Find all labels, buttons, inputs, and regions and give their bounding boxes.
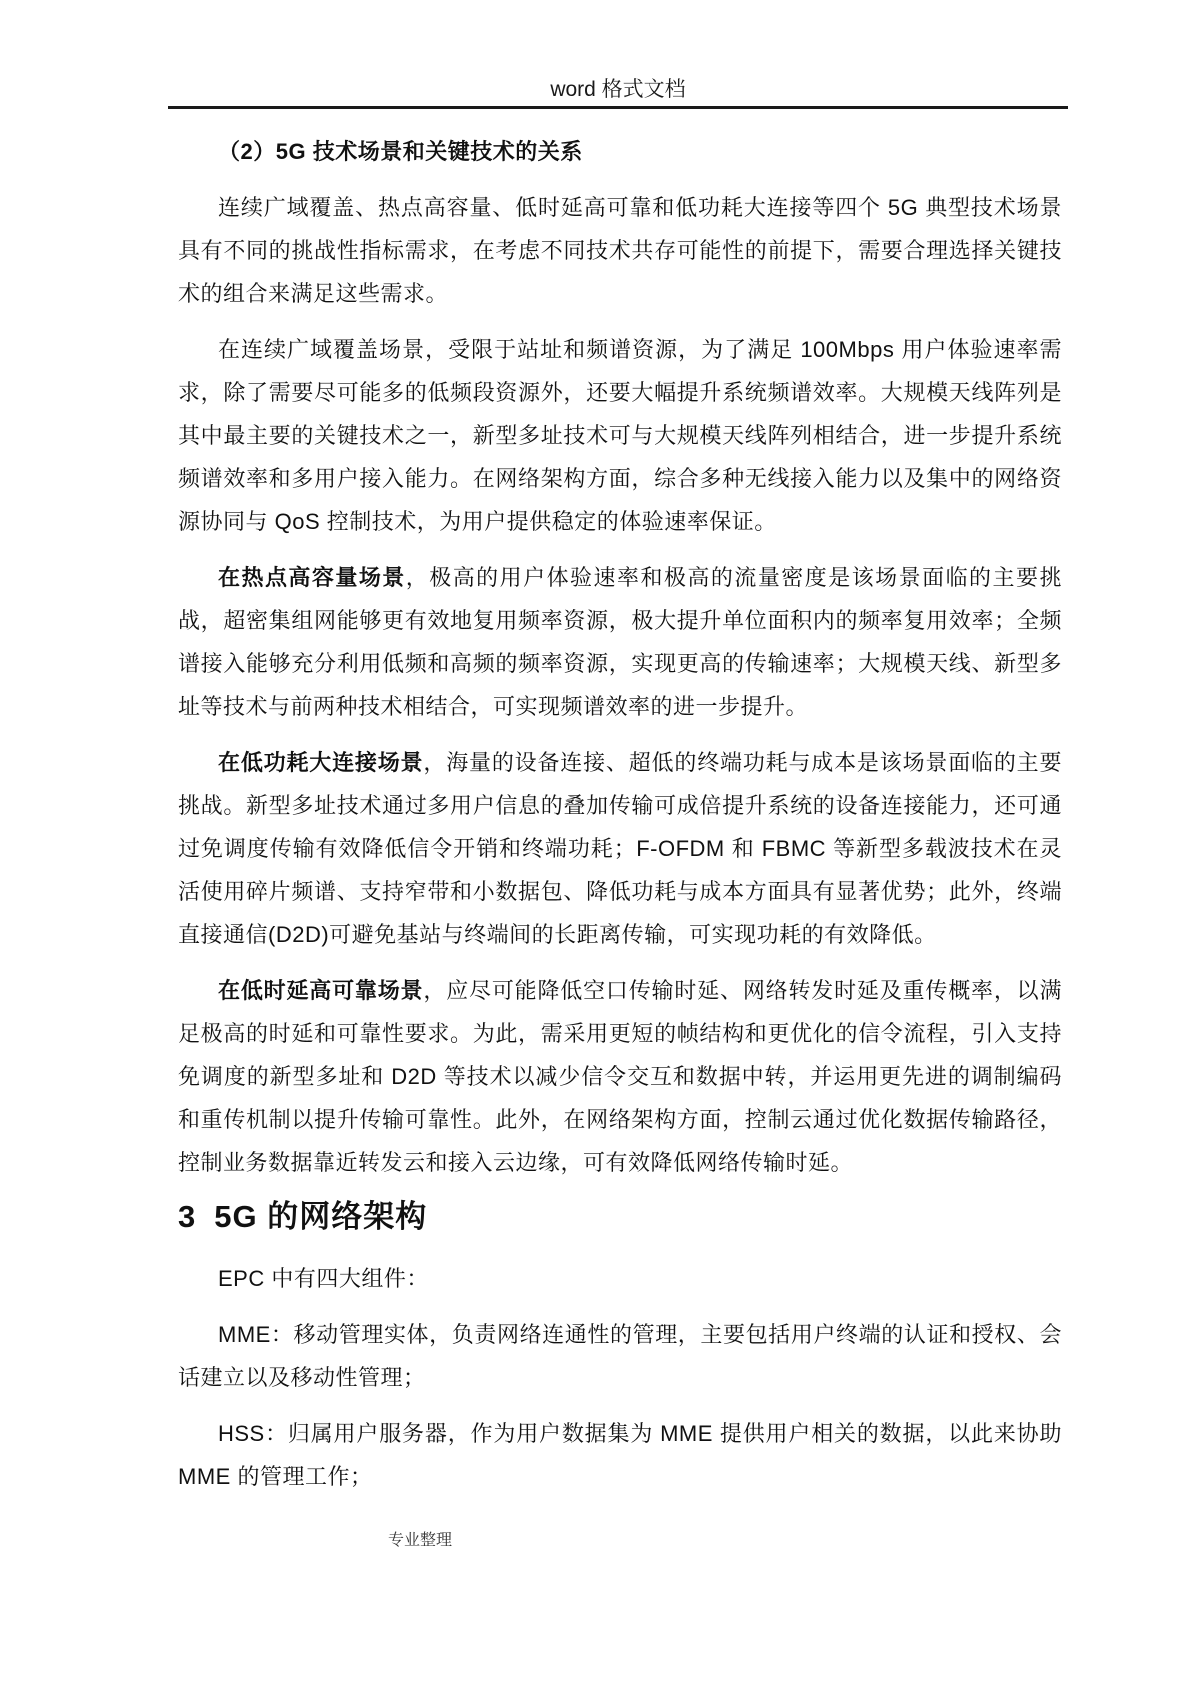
footer-text: 专业整理 [388,1532,453,1549]
document-body [178,130,1062,1511]
page-footer [388,1531,452,1551]
paragraph-text: HSS：归属用户服务器，作为用户数据集为 MME 提供用户相关的数据，以此来协助 MME 的管理工作； [178,1421,1062,1489]
body-paragraph [178,556,1062,728]
hss-paragraph [178,1412,1062,1498]
body-paragraph [178,969,1062,1184]
section-heading [178,1197,1062,1237]
paragraph-text: ，极高的用户体验速率和极高的流量密度是该场景面临的主要挑战，超密集组网能够更有效地复用频率资源，极大提升单位面积内的频率复用效率；全频谱接入能够充分利用低频和高频的频率资源，实现更高的传输速率；大规模天线、新型多址等技术与前两种技术相结合，可实现频谱效率的进一步提升。 [178,565,1062,719]
paragraph-text: 连续广域覆盖、热点高容量、低时延高可靠和低功耗大连接等四个 5G 典型技术场景具有不同的挑战性指标需求，在考虑不同技术共存可能性的前提下，需要合理选择关键技术的组合来满足这些需求。 [178,195,1062,306]
paragraph-text: ，应尽可能降低空口传输时延、网络转发时延及重传概率，以满足极高的时延和可靠性要求。为此，需采用更短的帧结构和更优化的信令流程，引入支持免调度的新型多址和 D2D 等技术以减少信令交互和数据中转，并运用更先进的调制编码和重传机制以提升传输可靠性。此外，在网络架构方面，控制云通过优化数据传输路径，控制业务数据靠近转发云和接入云边缘，可有效降低网络传输时延。 [178,978,1062,1175]
section-number: 3 [178,1199,197,1234]
paragraph-text: ，海量的设备连接、超低的终端功耗与成本是该场景面临的主要挑战。新型多址技术通过多用户信息的叠加传输可成倍提升系统的设备连接能力，还可通过免调度传输有效降低信令开销和终端功耗；F-OFDM 和 FBMC 等新型多载波技术在灵活使用碎片频谱、支持窄带和小数据包、降低功耗与成本方面具有显著优势；此外，终端直接通信(D2D)可避免基站与终端间的长距离传输，可实现功耗的有效降低。 [178,750,1062,947]
header-title: word 格式文档 [550,78,686,101]
body-paragraph [178,741,1062,956]
body-paragraph [178,186,1062,315]
paragraph-lead: 在热点高容量场景 [218,565,406,590]
paragraph-lead: 在低时延高可靠场景 [218,978,424,1003]
body-paragraph [178,328,1062,543]
paragraph-text: MME：移动管理实体，负责网络连通性的管理，主要包括用户终端的认证和授权、会话建立以及移动性管理； [178,1322,1062,1390]
epc-paragraph [178,1257,1062,1300]
mme-paragraph [178,1313,1062,1399]
paragraph-text: 在连续广域覆盖场景，受限于站址和频谱资源，为了满足 100Mbps 用户体验速率需求，除了需要尽可能多的低频段资源外，还要大幅提升系统频谱效率。大规模天线阵列是其中最主要的关键技术之一，新型多址技术可与大规模天线阵列相结合，进一步提升系统频谱效率和多用户接入能力。在网络架构方面，综合多种无线接入能力以及集中的网络资源协同与 QoS 控制技术，为用户提供稳定的体验速率保证。 [178,337,1062,534]
paragraph-lead: 在低功耗大连接场景 [218,750,424,775]
section-title: 5G 的网络架构 [214,1199,428,1234]
subsection-heading: （2）5G 技术场景和关键技术的关系 [218,139,583,164]
paragraph-text: EPC 中有四大组件： [218,1266,429,1291]
page-header [168,78,1068,109]
